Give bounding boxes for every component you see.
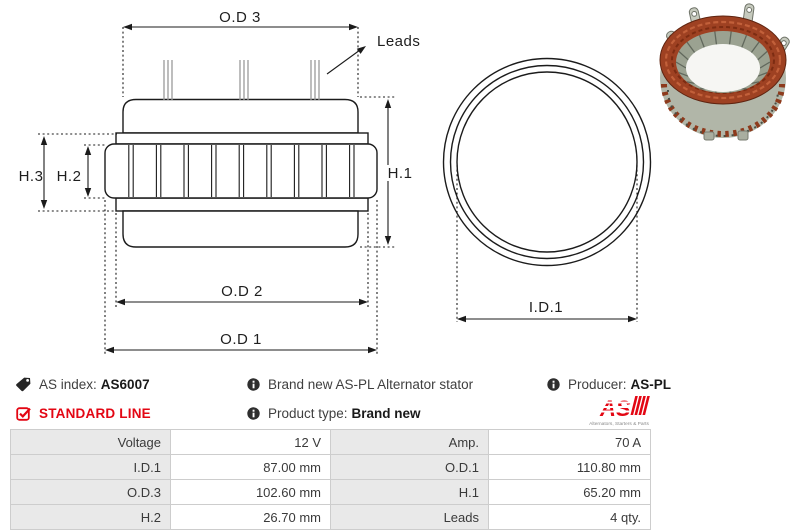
table-row xyxy=(11,480,651,505)
lamination-body xyxy=(105,144,377,198)
spec-table xyxy=(10,429,651,530)
standard-line-label: STANDARD LINE xyxy=(39,405,151,421)
producer-value: AS-PL xyxy=(630,376,672,392)
info-icon xyxy=(247,407,260,420)
spec-value: 65.20 mm xyxy=(489,480,651,505)
bottom-cap xyxy=(123,211,358,247)
od2-label: O.D 2 xyxy=(221,283,263,300)
foot-tab xyxy=(738,131,748,140)
product-type-value: Brand new xyxy=(351,405,421,421)
table-row xyxy=(11,455,651,480)
stator-front-view xyxy=(444,59,651,266)
info-icon xyxy=(247,378,260,391)
spec-value: 102.60 mm xyxy=(171,480,331,505)
logo-text: AS xyxy=(600,396,631,421)
od3-label: O.D 3 xyxy=(219,9,261,26)
center-hole xyxy=(686,44,760,92)
spec-value: 70 A xyxy=(489,430,651,455)
spec-label: Voltage xyxy=(11,430,171,455)
as-index-value: AS6007 xyxy=(100,376,150,392)
h2-label: H.2 xyxy=(56,168,82,185)
table-row xyxy=(11,505,651,530)
product-photo xyxy=(652,0,800,148)
as-index-row xyxy=(16,376,150,392)
product-type-label: Product type: xyxy=(268,405,348,421)
id1-label: I.D.1 xyxy=(528,299,564,316)
checkbox-icon xyxy=(16,406,31,421)
tag-icon xyxy=(16,377,31,392)
spec-label: O.D.1 xyxy=(331,455,489,480)
foot-tab xyxy=(704,132,714,140)
logo-tagline: Alternators, Starters & Parts xyxy=(589,422,649,427)
spec-label: I.D.1 xyxy=(11,455,171,480)
bottom-flange xyxy=(116,198,368,211)
top-flange xyxy=(116,133,368,144)
spec-label: H.2 xyxy=(11,505,171,530)
h3-label: H.3 xyxy=(18,168,44,185)
dimension-h2 xyxy=(57,145,106,198)
spec-value: 12 V xyxy=(171,430,331,455)
spec-value: 4 qty. xyxy=(489,505,651,530)
description-row xyxy=(247,376,473,392)
spec-label: Leads xyxy=(331,505,489,530)
leads-label: Leads xyxy=(377,33,421,50)
spec-value: 26.70 mm xyxy=(171,505,331,530)
producer-label: Producer: xyxy=(568,376,627,392)
lead-wires xyxy=(164,60,319,100)
spec-label: O.D.3 xyxy=(11,480,171,505)
table-row xyxy=(11,430,651,455)
spec-value: 87.00 mm xyxy=(171,455,331,480)
leads-callout xyxy=(327,33,420,74)
spec-label: Amp. xyxy=(331,430,489,455)
h1-label: H.1 xyxy=(387,165,413,182)
stator-side-view xyxy=(105,60,377,247)
as-index-label: AS index: xyxy=(39,376,97,392)
producer-row xyxy=(547,376,671,392)
spec-label: H.1 xyxy=(331,480,489,505)
spec-value: 110.80 mm xyxy=(489,455,651,480)
od1-label: O.D 1 xyxy=(220,331,262,348)
product-description: Brand new AS-PL Alternator stator xyxy=(268,376,474,392)
as-pl-logo xyxy=(586,393,652,429)
logo-bars xyxy=(631,396,650,415)
info-icon xyxy=(547,378,560,391)
standard-line-row xyxy=(16,405,151,421)
top-cap xyxy=(123,100,358,134)
product-type-row xyxy=(247,405,421,421)
